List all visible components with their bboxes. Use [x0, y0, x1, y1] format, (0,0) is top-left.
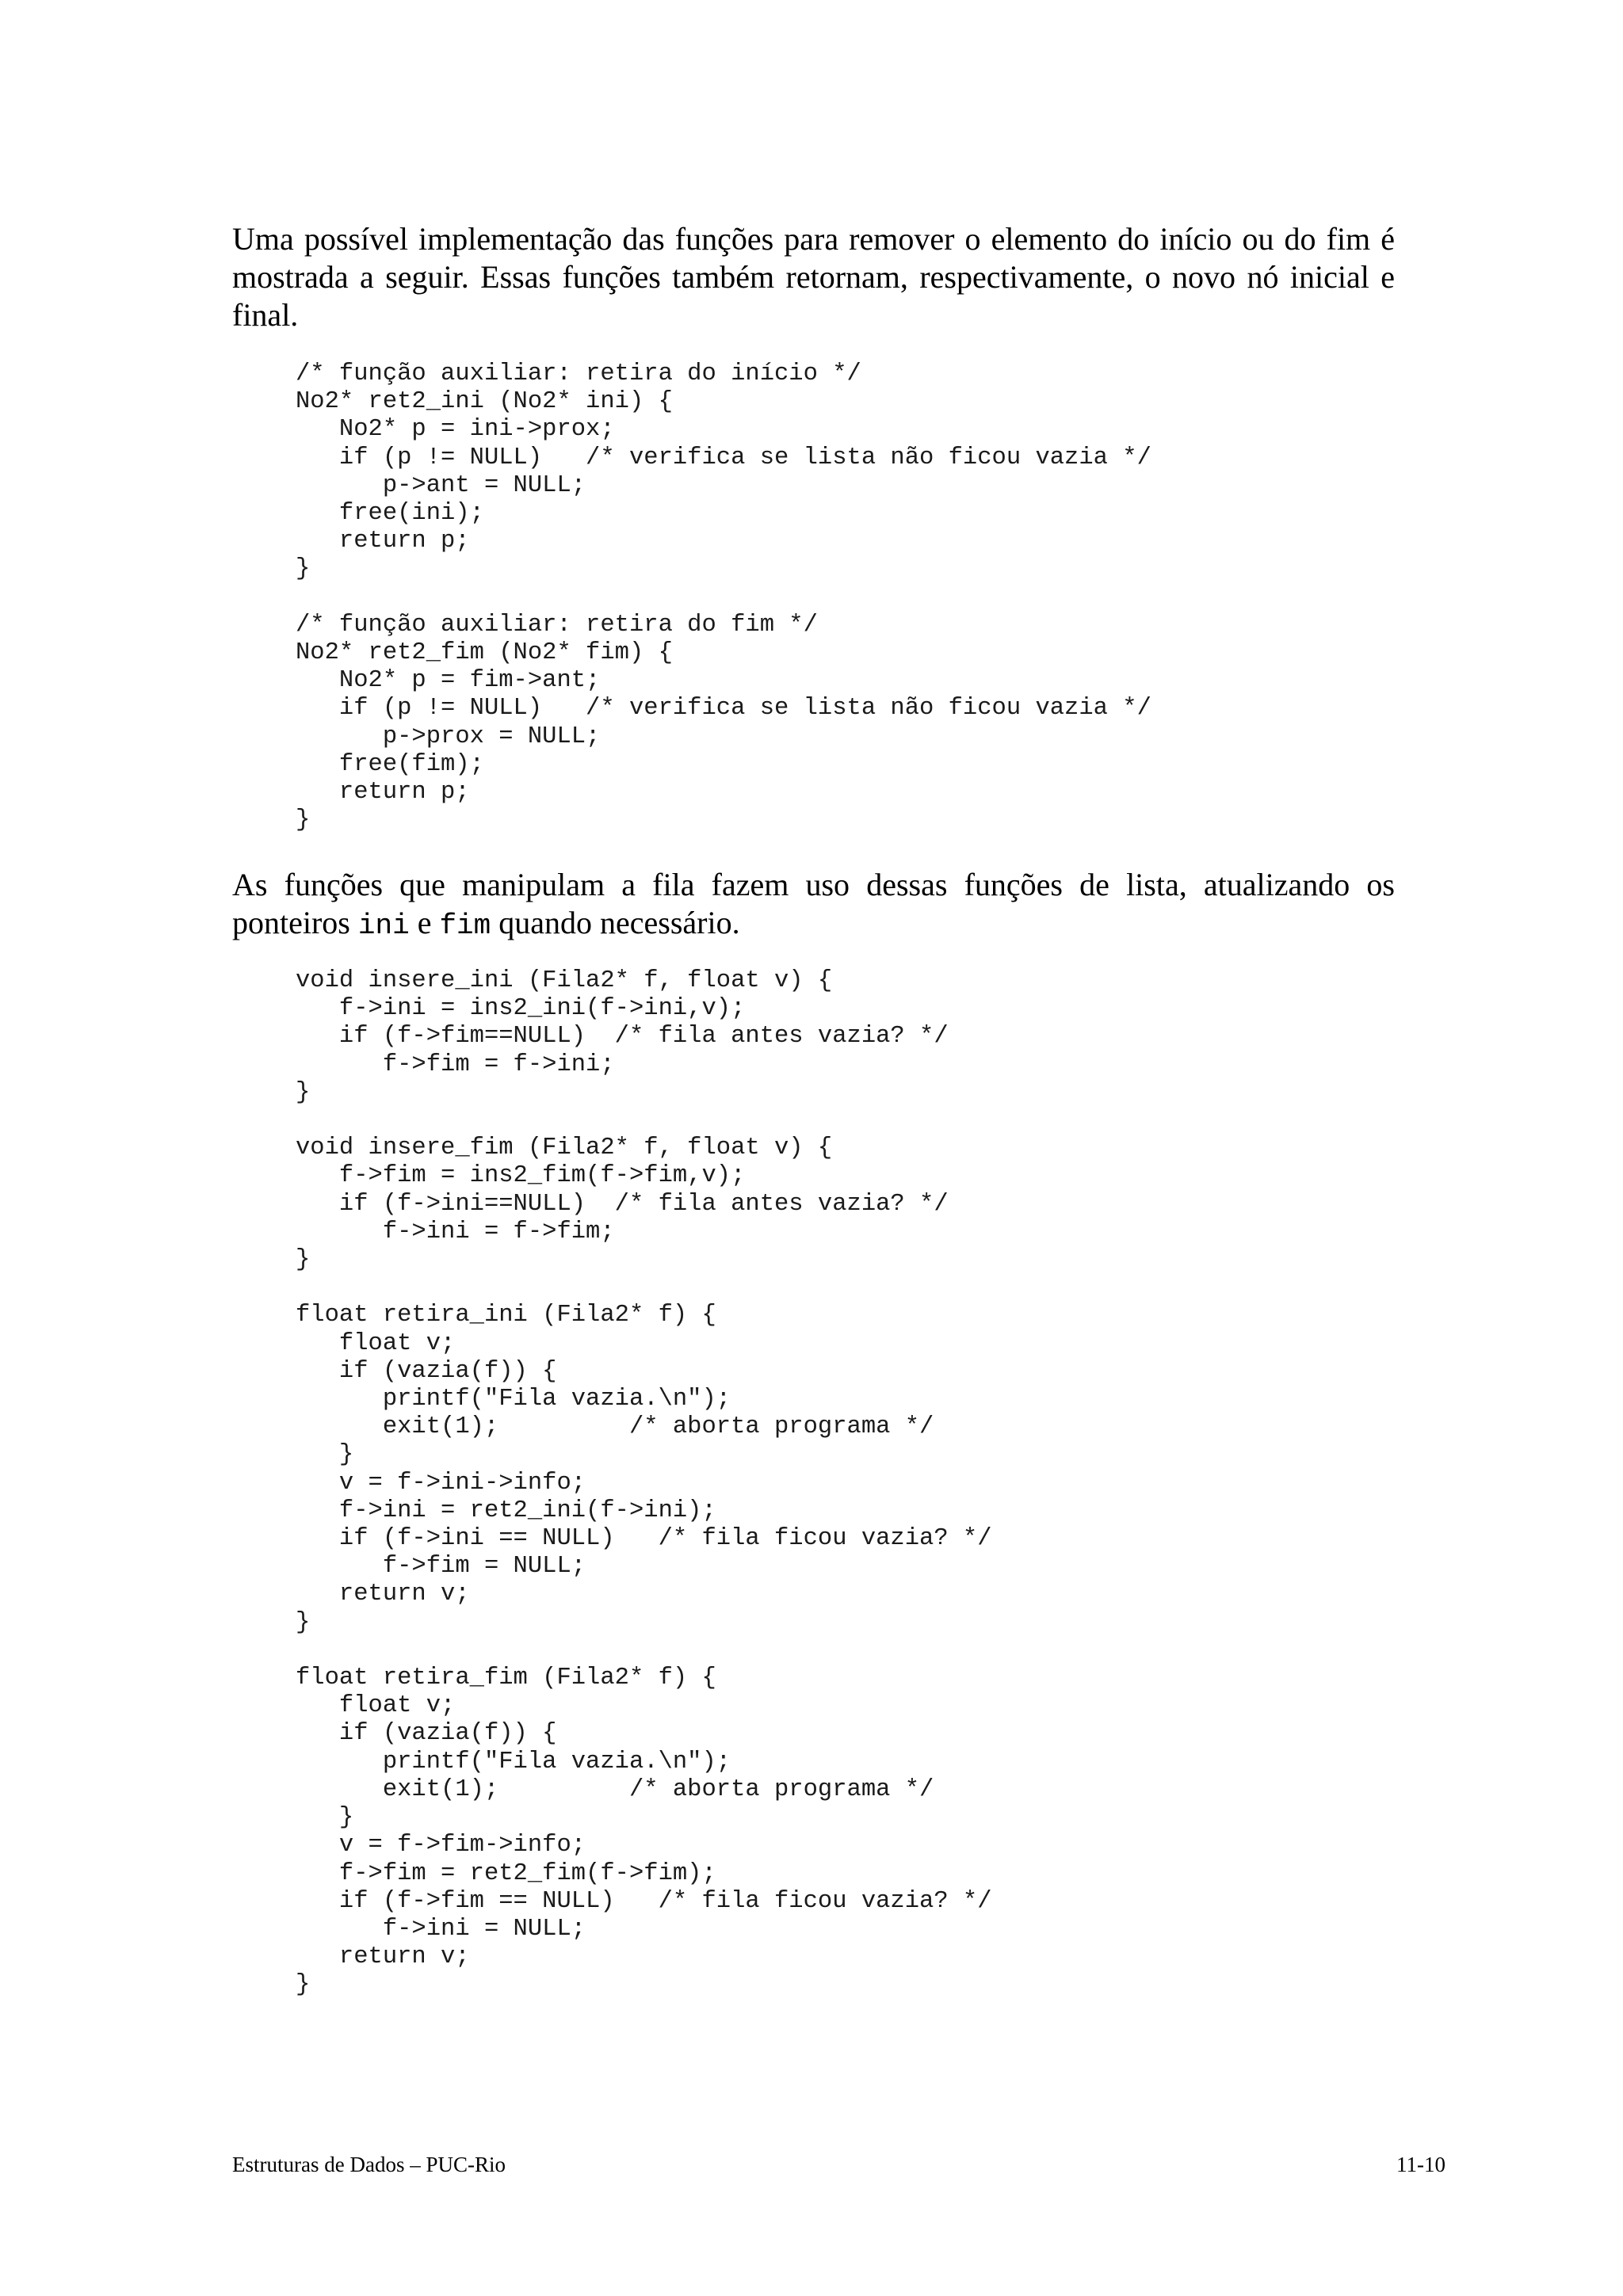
code-block-removal-functions: /* função auxiliar: retira do início */ No2* ret2_ini (No2* ini) { No2* p = ini->prox; if (p != NULL) /* verifica se lista não ficou vazia */ p->ant = NULL; free(ini); return p; } /* função auxiliar: retira do fim */ No2* ret2_fim (No2* fim) { No2* p = fim->ant; if (p != NULL) /* verifica se lista não ficou vazia */ p->prox = NULL; free(fim); return p; }	[296, 360, 1151, 834]
second-paragraph-text-after: quando necessário.	[491, 905, 740, 940]
footer-page-number: 11-10	[1396, 2153, 1445, 2176]
footer-course-title: Estruturas de Dados – PUC-Rio	[232, 2153, 506, 2176]
second-paragraph-text-middle: e	[409, 905, 440, 940]
second-paragraph-text-before: As funções que manipulam a fila fazem uso dessas funções de lista, atualizando os ponteiros	[232, 867, 1395, 940]
intro-paragraph: Uma possível implementação das funções para remover o elemento do início ou do fim é mostrada a seguir. Essas funções também retornam, respectivamente, o novo nó inicial e final.	[232, 221, 1395, 333]
inline-code-ini: ini	[357, 910, 410, 942]
code-block-queue-functions: void insere_ini (Fila2* f, float v) { f->ini = ins2_ini(f->ini,v); if (f->fim==NULL) /* fila antes vazia? */ f->fim = f->ini; } void insere_fim (Fila2* f, float v) { f->fim = ins2_fim(f->fim,v); if (f->ini==NULL) /* fila antes vazia? */ f->ini = f->fim; } float retira_ini (Fila2* f) { float v; if (vazia(f)) { printf("Fila vazia.\n"); exit(1); /* aborta programa */ } v = f->ini->info; f->ini = ret2_ini(f->ini); if (f->ini == NULL) /* fila ficou vazia? */ f->fim = NULL; return v; } float retira_fim (Fila2* f) { float v; if (vazia(f)) { printf("Fila vazia.\n"); exit(1); /* aborta programa */ } v = f->fim->info; f->fim = ret2_fim(f->fim); if (f->fim == NULL) /* fila ficou vazia? */ f->ini = NULL; return v; }	[296, 967, 992, 1999]
inline-code-fim: fim	[439, 910, 491, 942]
second-paragraph	[232, 866, 1395, 945]
